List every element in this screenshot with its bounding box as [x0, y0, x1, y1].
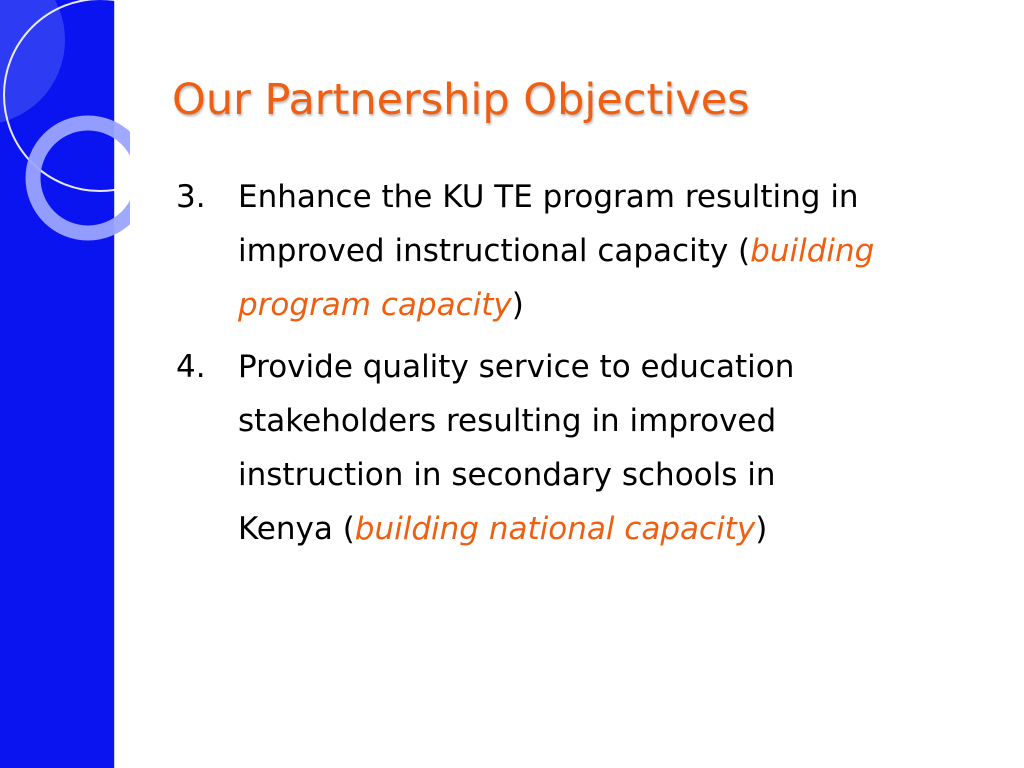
objectives-list [176, 170, 996, 564]
objective-item-3 [176, 170, 996, 332]
objective-highlight: building [750, 233, 875, 269]
objective-line [238, 224, 996, 278]
slide-title: Our Partnership Objectives [172, 75, 750, 125]
objective-line: Provide quality service to education [238, 349, 795, 385]
objective-item-4 [176, 340, 996, 556]
objective-line [238, 278, 996, 332]
objective-text [238, 170, 996, 332]
objective-line-close: ) [755, 511, 768, 547]
objective-number: 4. [176, 349, 206, 385]
objective-text [238, 340, 996, 556]
objective-line: instruction in secondary schools in [238, 457, 776, 493]
objective-number: 3. [176, 179, 206, 215]
objective-line: Enhance the KU TE program resulting in [238, 179, 859, 215]
objective-line-text: improved instructional capacity ( [238, 233, 751, 269]
objective-highlight: program capacity [238, 287, 512, 323]
objective-line-close: ) [511, 287, 524, 323]
objective-highlight: building national capacity [354, 511, 756, 547]
objective-line-text: Kenya ( [238, 511, 355, 547]
objective-line: stakeholders resulting in improved [238, 403, 777, 439]
objective-line [238, 502, 996, 556]
side-bar [0, 0, 115, 768]
